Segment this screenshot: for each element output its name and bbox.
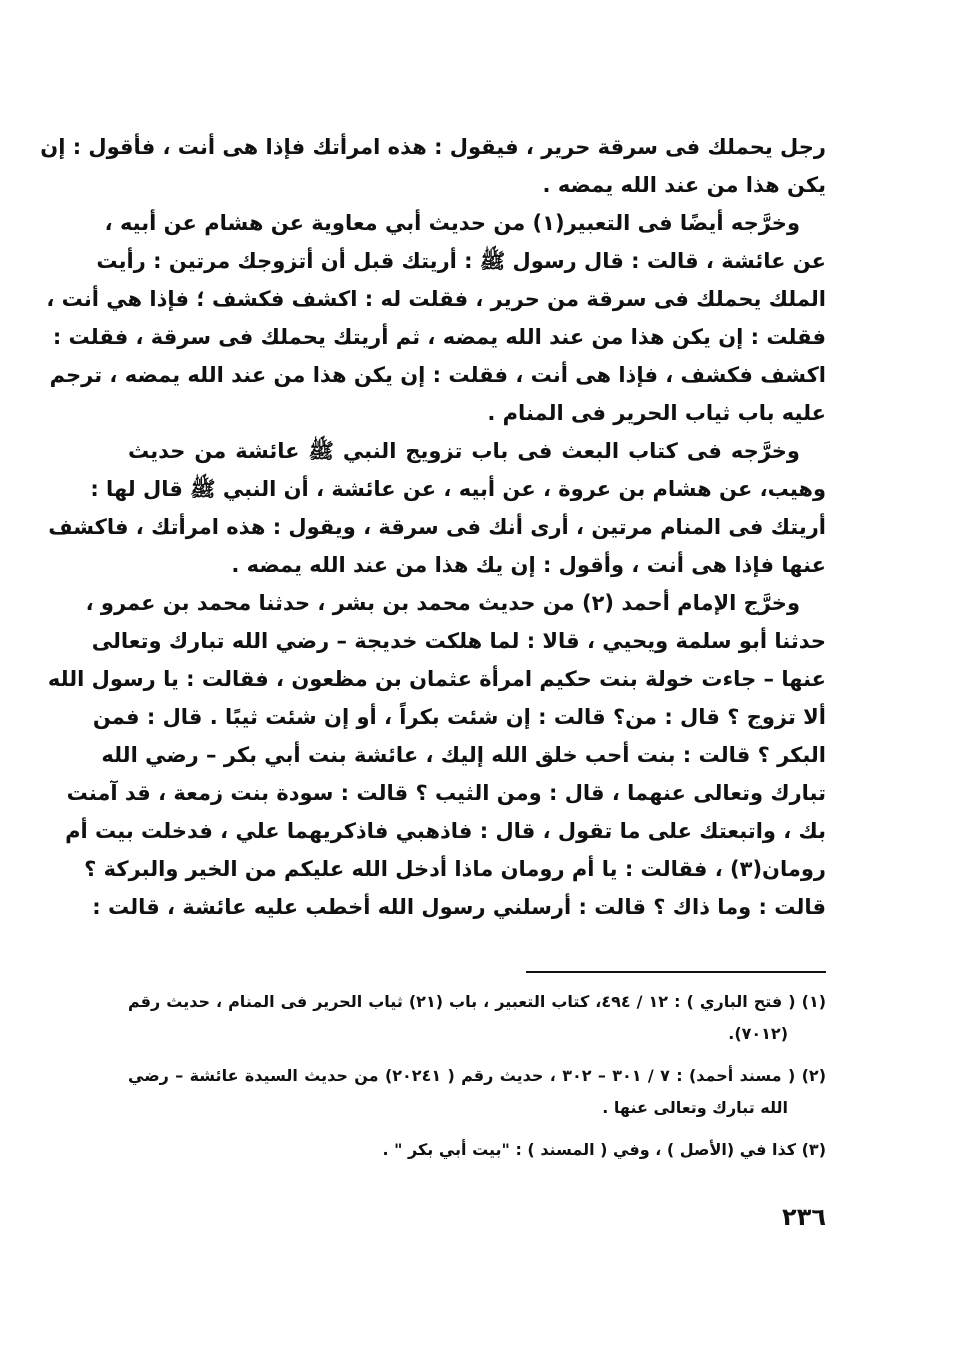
text-line: قالت : وما ذاك ؟ قالت : أرسلني رسول الله أخطب عليه عائشة ، قالت : [92,895,826,919]
text-line: أريتك فى المنام مرتين ، أرى أنك فى سرقة ، ويقول : هذه امرأتك ، فاكشف [48,515,826,539]
text-line: الملك يحملك فى سرقة من حرير ، فقلت له : اكشف فكشف ؛ فإذا هي أنت ، [46,287,826,311]
footnote-line: الله تبارك وتعالى عنها . [602,1098,788,1117]
text-line: رجل يحملك فى سرقة حرير ، فيقول : هذه امرأتك فإذا هى أنت ، فأقول : إن [40,135,826,159]
text-line: اكشف فكشف ، فإذا هى أنت ، فقلت : إن يكن هذا من عند الله يمضه ، ترجم [49,363,826,387]
footnote-line: (٧٠١٢). [728,1024,788,1043]
text-line: فقلت : إن يكن هذا من عند الله يمضه ، ثم أريتك يحملك فى سرقة ، فقلت : [52,325,826,349]
page-number: ٢٣٦ [782,1203,826,1231]
text-line: عليه باب ثياب الحرير فى المنام . [487,401,826,425]
text-line: وخرَّجه فى كتاب البعث فى باب تزويج النبي ﷺ عائشة من حديث [128,439,800,463]
text-line: عنها – جاءت خولة بنت حكيم امرأة عثمان بن مظعون ، فقالت : يا رسول الله [47,667,826,691]
text-line: وهيب، عن هشام بن عروة ، عن أبيه ، عن عائشة ، أن النبي ﷺ قال لها : [90,477,826,501]
footnote-divider [526,971,826,973]
main-text [40,128,826,926]
text-line: البكر ؟ قالت : بنت أحب خلق الله إليك ، عائشة بنت أبي بكر – رضي الله [101,743,826,767]
text-line: حدثنا أبو سلمة ويحيي ، قالا : لما هلكت خديجة – رضي الله تبارك وتعالى [91,629,826,653]
text-line: يكن هذا من عند الله يمضه . [542,173,826,197]
text-line: رومان(٣) ، فقالت : يا أم رومان ماذا أدخل الله عليكم من الخير والبركة ؟ [84,857,826,881]
text-line: ألا تزوج ؟ قال : من؟ قالت : إن شئت بكراً ، أو إن شئت ثيبًا . قال : فمن [92,705,826,729]
footnote-line: (١) ( فتح الباري ) : ١٢ / ٤٩٤، كتاب التعبير ، باب (٢١) ثياب الحرير فى المنام ، حديث رقم [128,992,827,1011]
text-line: تبارك وتعالى عنهما ، قال : ومن الثيب ؟ قالت : سودة بنت زمعة ، قد آمنت [66,781,826,805]
footnote-line: (٣) كذا في (الأصل ) ، وفي ( المسند ) : "بيت أبي بكر " . [382,1140,826,1159]
text-line: عن عائشة ، قالت : قال رسول ﷺ : أريتك قبل أن أتزوجك مرتين : رأيت [96,249,826,273]
text-line: بك ، واتبعتك على ما تقول ، قال : فاذهبي فاذكريهما علي ، فدخلت بيت أم [65,819,826,843]
text-line: وخرَّج الإمام أحمد (٢) من حديث محمد بن بشر ، حدثنا محمد بن عمرو ، [85,591,800,615]
footnote-line: (٢) ( مسند أحمد) : ٧ / ٣٠١ – ٣٠٢ ، حديث رقم ( ٢٠٢٤١) من حديث السيدة عائشة – رضي [128,1066,826,1085]
text-line: وخرَّجه أيضًا فى التعبير(١) من حديث أبي معاوية عن هشام عن أبيه ، [104,211,800,235]
footnotes [128,986,826,1166]
text-line: عنها فإذا هى أنت ، وأقول : إن يك هذا من عند الله يمضه . [231,553,826,577]
